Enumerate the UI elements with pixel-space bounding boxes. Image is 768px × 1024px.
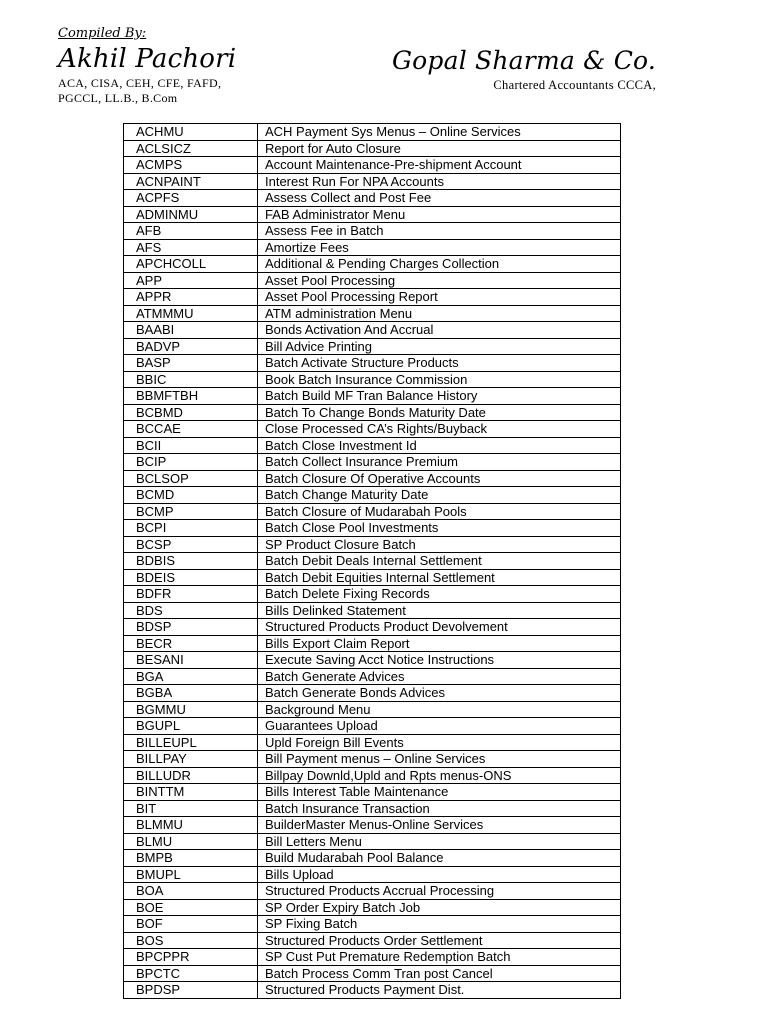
menu-description-cell: Batch Close Pool Investments — [258, 520, 621, 537]
menu-description-cell: Build Mudarabah Pool Balance — [258, 850, 621, 867]
menu-description-cell: SP Order Expiry Batch Job — [258, 899, 621, 916]
menu-description-cell: Batch Activate Structure Products — [258, 355, 621, 372]
menu-description-cell: Batch Build MF Tran Balance History — [258, 388, 621, 405]
table-row — [124, 899, 621, 916]
menu-code-cell: BPDSP — [124, 982, 258, 999]
table-row — [124, 751, 621, 768]
menu-description-cell: Account Maintenance-Pre-shipment Account — [258, 157, 621, 174]
menu-code-cell: ACLSICZ — [124, 140, 258, 157]
menu-description-cell: Report for Auto Closure — [258, 140, 621, 157]
menu-code-cell: BDS — [124, 602, 258, 619]
menu-code-cell: BBMFTBH — [124, 388, 258, 405]
menu-code-cell: AFS — [124, 239, 258, 256]
menu-description-cell: Batch Insurance Transaction — [258, 800, 621, 817]
menu-code-cell: BADVP — [124, 338, 258, 355]
table-row — [124, 586, 621, 603]
table-row — [124, 289, 621, 306]
menu-code-cell: BLMMU — [124, 817, 258, 834]
table-row — [124, 404, 621, 421]
table-row — [124, 470, 621, 487]
menu-code-cell: BCMP — [124, 503, 258, 520]
menu-code-cell: AFB — [124, 223, 258, 240]
menu-code-cell: BASP — [124, 355, 258, 372]
menu-code-cell: BESANI — [124, 652, 258, 669]
table-row — [124, 569, 621, 586]
menu-code-cell: BCSP — [124, 536, 258, 553]
table-row — [124, 520, 621, 537]
menu-code-cell: BLMU — [124, 833, 258, 850]
table-row — [124, 206, 621, 223]
table-row — [124, 487, 621, 504]
menu-code-cell: BOS — [124, 932, 258, 949]
menu-description-cell: Asset Pool Processing — [258, 272, 621, 289]
table-row — [124, 338, 621, 355]
menu-description-cell: Structured Products Order Settlement — [258, 932, 621, 949]
menu-description-cell: Bonds Activation And Accrual — [258, 322, 621, 339]
table-row — [124, 932, 621, 949]
menu-description-cell: Assess Collect and Post Fee — [258, 190, 621, 207]
menu-code-cell: BINTTM — [124, 784, 258, 801]
table-row — [124, 767, 621, 784]
table-row — [124, 602, 621, 619]
menu-description-cell: FAB Administrator Menu — [258, 206, 621, 223]
table-row — [124, 685, 621, 702]
menu-description-cell: SP Cust Put Premature Redemption Batch — [258, 949, 621, 966]
menu-code-cell: APP — [124, 272, 258, 289]
table-row — [124, 850, 621, 867]
menu-description-cell: Additional & Pending Charges Collection — [258, 256, 621, 273]
menu-description-cell: Batch Closure Of Operative Accounts — [258, 470, 621, 487]
menu-description-cell: Bill Advice Printing — [258, 338, 621, 355]
table-row — [124, 800, 621, 817]
menu-code-cell: BGA — [124, 668, 258, 685]
table-row — [124, 371, 621, 388]
menu-description-cell: Structured Products Accrual Processing — [258, 883, 621, 900]
table-row — [124, 949, 621, 966]
menu-code-cell: ACNPAINT — [124, 173, 258, 190]
menu-code-cell: BCBMD — [124, 404, 258, 421]
menu-description-cell: Batch Change Maturity Date — [258, 487, 621, 504]
author-qualifications-line2: PGCCL, LL.B., B.Com — [58, 91, 178, 105]
menu-description-cell: Bill Payment menus – Online Services — [258, 751, 621, 768]
menu-description-cell: SP Fixing Batch — [258, 916, 621, 933]
menu-code-cell: BCMD — [124, 487, 258, 504]
menu-description-cell: Batch Delete Fixing Records — [258, 586, 621, 603]
menu-code-cell: APPR — [124, 289, 258, 306]
menu-code-cell: BPCPPR — [124, 949, 258, 966]
table-row — [124, 553, 621, 570]
menu-description-cell: Guarantees Upload — [258, 718, 621, 735]
menu-description-cell: Upld Foreign Bill Events — [258, 734, 621, 751]
menu-code-cell: BOE — [124, 899, 258, 916]
menu-description-cell: Structured Products Product Devolvement — [258, 619, 621, 636]
menu-description-cell: Amortize Fees — [258, 239, 621, 256]
table-row — [124, 701, 621, 718]
menu-code-cell: BIT — [124, 800, 258, 817]
table-row — [124, 157, 621, 174]
table-row — [124, 965, 621, 982]
menu-code-cell: BOF — [124, 916, 258, 933]
menu-description-cell: Batch Generate Advices — [258, 668, 621, 685]
menu-code-cell: BDSP — [124, 619, 258, 636]
menu-description-cell: Assess Fee in Batch — [258, 223, 621, 240]
menu-description-cell: Billpay Downld,Upld and Rpts menus-ONS — [258, 767, 621, 784]
menu-code-cell: BMPB — [124, 850, 258, 867]
menu-code-cell: ACPFS — [124, 190, 258, 207]
table-row — [124, 305, 621, 322]
table-row — [124, 239, 621, 256]
menu-code-cell: BOA — [124, 883, 258, 900]
menu-description-cell: Bill Letters Menu — [258, 833, 621, 850]
firm-subtitle: Chartered Accountants CCCA, — [493, 78, 656, 92]
compiled-by-label: Compiled By: — [58, 26, 147, 41]
menu-description-cell: ATM administration Menu — [258, 305, 621, 322]
table-row — [124, 322, 621, 339]
table-row — [124, 536, 621, 553]
menu-code-cell: APCHCOLL — [124, 256, 258, 273]
menu-code-table — [123, 123, 621, 999]
table-row — [124, 503, 621, 520]
firm-block — [392, 46, 656, 93]
table-row — [124, 454, 621, 471]
table-row — [124, 355, 621, 372]
menu-description-cell: Background Menu — [258, 701, 621, 718]
table-row — [124, 437, 621, 454]
menu-description-cell: Bills Export Claim Report — [258, 635, 621, 652]
table-row — [124, 124, 621, 141]
menu-description-cell: Batch To Change Bonds Maturity Date — [258, 404, 621, 421]
menu-description-cell: SP Product Closure Batch — [258, 536, 621, 553]
table-row — [124, 668, 621, 685]
table-row — [124, 173, 621, 190]
table-row — [124, 190, 621, 207]
menu-description-cell: Asset Pool Processing Report — [258, 289, 621, 306]
table-row — [124, 635, 621, 652]
menu-code-cell: BILLUDR — [124, 767, 258, 784]
menu-code-cell: BMUPL — [124, 866, 258, 883]
menu-description-cell: Batch Closure of Mudarabah Pools — [258, 503, 621, 520]
menu-description-cell: Bills Interest Table Maintenance — [258, 784, 621, 801]
menu-code-cell: BDFR — [124, 586, 258, 603]
menu-code-cell: BBIC — [124, 371, 258, 388]
menu-description-cell: ACH Payment Sys Menus – Online Services — [258, 124, 621, 141]
menu-code-cell: ACMPS — [124, 157, 258, 174]
menu-code-cell: BGMMU — [124, 701, 258, 718]
table-row — [124, 421, 621, 438]
menu-description-cell: Execute Saving Acct Notice Instructions — [258, 652, 621, 669]
menu-description-cell: Close Processed CA’s Rights/Buyback — [258, 421, 621, 438]
menu-code-cell: BILLPAY — [124, 751, 258, 768]
table-row — [124, 388, 621, 405]
menu-code-cell: BPCTC — [124, 965, 258, 982]
table-row — [124, 272, 621, 289]
author-name: Akhil Pachori — [58, 44, 237, 74]
table-row — [124, 223, 621, 240]
menu-code-cell: BCIP — [124, 454, 258, 471]
menu-code-cell: BECR — [124, 635, 258, 652]
menu-description-cell: Batch Debit Deals Internal Settlement — [258, 553, 621, 570]
menu-code-cell: BCPI — [124, 520, 258, 537]
menu-code-cell: ADMINMU — [124, 206, 258, 223]
table-row — [124, 619, 621, 636]
menu-code-cell: BDEIS — [124, 569, 258, 586]
menu-description-cell: Structured Products Payment Dist. — [258, 982, 621, 999]
menu-description-cell: Batch Debit Equities Internal Settlement — [258, 569, 621, 586]
menu-code-rows — [124, 124, 621, 999]
menu-description-cell: Book Batch Insurance Commission — [258, 371, 621, 388]
menu-code-cell: BCLSOP — [124, 470, 258, 487]
table-row — [124, 817, 621, 834]
menu-code-cell: BCII — [124, 437, 258, 454]
menu-code-cell: BGBA — [124, 685, 258, 702]
menu-description-cell: Batch Close Investment Id — [258, 437, 621, 454]
menu-description-cell: Bills Upload — [258, 866, 621, 883]
table-row — [124, 652, 621, 669]
menu-description-cell: Batch Collect Insurance Premium — [258, 454, 621, 471]
table-row — [124, 833, 621, 850]
author-qualifications-line1: ACA, CISA, CEH, CFE, FAFD, — [58, 76, 222, 90]
table-row — [124, 784, 621, 801]
table-row — [124, 916, 621, 933]
menu-code-cell: BILLEUPL — [124, 734, 258, 751]
table-row — [124, 140, 621, 157]
menu-description-cell: Batch Generate Bonds Advices — [258, 685, 621, 702]
menu-description-cell: BuilderMaster Menus-Online Services — [258, 817, 621, 834]
table-row — [124, 256, 621, 273]
author-block — [58, 26, 236, 106]
menu-description-cell: Interest Run For NPA Accounts — [258, 173, 621, 190]
menu-description-cell: Batch Process Comm Tran post Cancel — [258, 965, 621, 982]
menu-code-cell: BDBIS — [124, 553, 258, 570]
menu-code-cell: BCCAE — [124, 421, 258, 438]
table-row — [124, 734, 621, 751]
table-row — [124, 866, 621, 883]
firm-name: Gopal Sharma & Co. — [391, 46, 656, 75]
menu-code-cell: ACHMU — [124, 124, 258, 141]
menu-code-cell: BAABI — [124, 322, 258, 339]
table-row — [124, 883, 621, 900]
table-row — [124, 982, 621, 999]
menu-code-cell: BGUPL — [124, 718, 258, 735]
table-row — [124, 718, 621, 735]
menu-code-cell: ATMMMU — [124, 305, 258, 322]
menu-description-cell: Bills Delinked Statement — [258, 602, 621, 619]
